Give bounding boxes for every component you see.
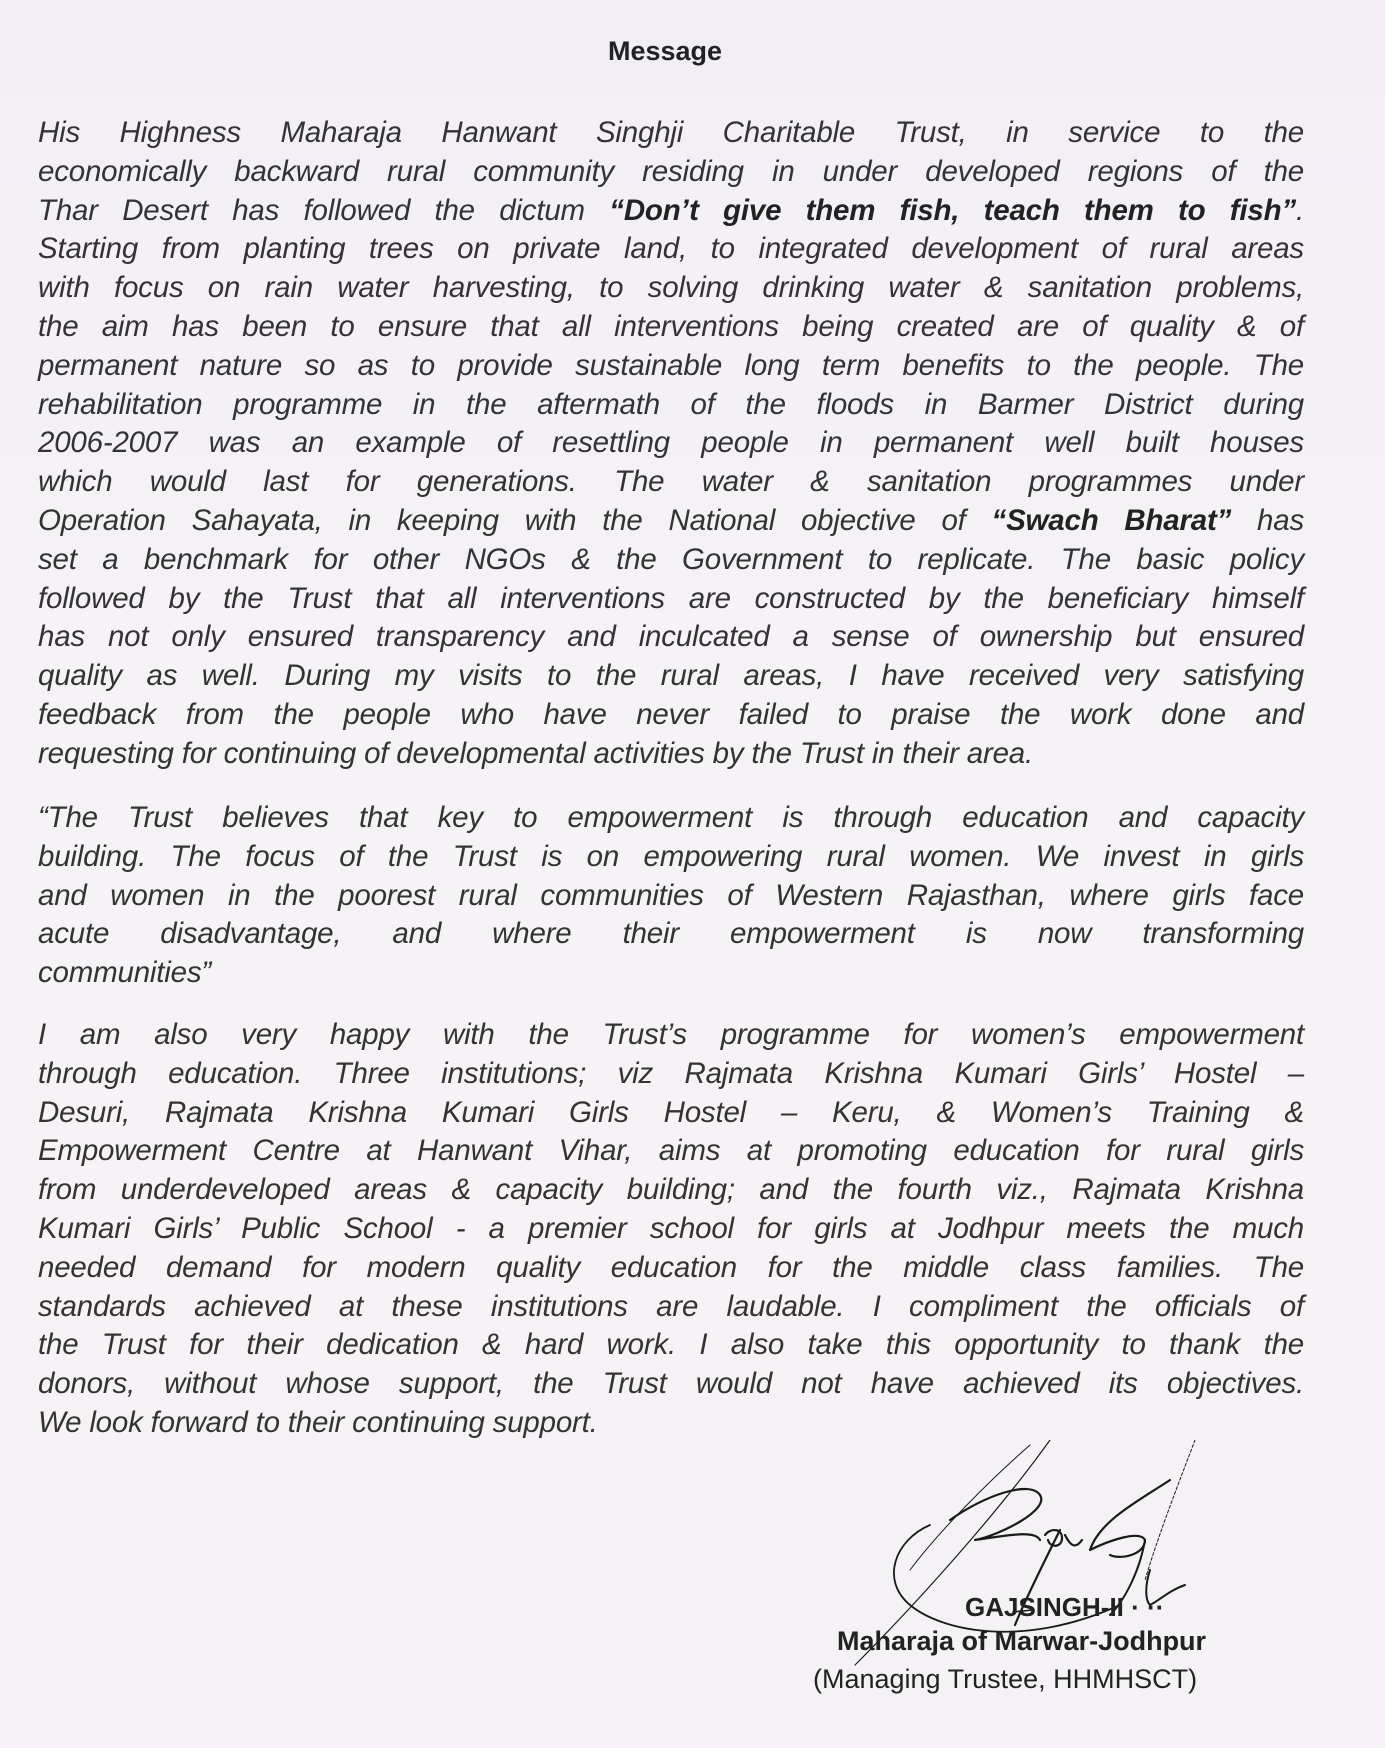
text-segment: through education. Three institutions; viz Rajmata Krishna Kumari Girls’ Hostel – xyxy=(38,1056,1304,1090)
text-segment: needed demand for modern quality education for the middle class families. The xyxy=(38,1250,1304,1284)
text-segment: “The Trust believes that key to empowerment is through education and capacity xyxy=(38,801,1304,834)
text-line xyxy=(38,1132,1304,1171)
text-line xyxy=(38,463,1304,502)
text-segment: His Highness Maharaja Hanwant Singhji Charitable Trust, in service to the xyxy=(38,116,1304,149)
text-segment: which would last for generations. The water & sanitation programmes under xyxy=(38,465,1304,499)
text-line xyxy=(38,735,1304,774)
text-line xyxy=(38,541,1304,580)
text-line xyxy=(38,1404,1304,1443)
text-line xyxy=(38,386,1304,425)
text-line xyxy=(38,1094,1304,1133)
text-line xyxy=(38,502,1304,541)
text-line xyxy=(38,799,1304,838)
text-segment: communities” xyxy=(38,956,212,990)
signatory-name: GAJSINGH-II · ·· xyxy=(965,1592,1165,1622)
text-line xyxy=(38,657,1304,696)
text-segment: with focus on rain water harvesting, to solving drinking water & sanitation problems, xyxy=(38,271,1304,305)
text-line xyxy=(38,192,1304,231)
text-line xyxy=(38,838,1304,877)
paragraph-3 xyxy=(38,1016,1304,1443)
text-segment: the aim has been to ensure that all interventions being created are of quality & of xyxy=(38,309,1304,343)
text-line xyxy=(38,954,1304,993)
text-segment: donors, without whose support, the Trust would not have achieved its objectives. xyxy=(38,1367,1304,1401)
text-line xyxy=(38,153,1304,192)
text-segment: I am also very happy with the Trust’s programme for women’s empowerment xyxy=(38,1018,1304,1051)
text-segment: and women in the poorest rural communities of Western Rajasthan, where girls face xyxy=(38,878,1304,912)
text-segment: the Trust for their dedication & hard work. I also take this opportunity to thank the xyxy=(38,1328,1304,1362)
text-segment: standards achieved at these institutions are laudable. I compliment the officials of xyxy=(38,1289,1304,1323)
text-segment: economically backward rural community residing in under developed regions of the xyxy=(38,154,1304,188)
text-line xyxy=(38,1016,1304,1055)
text-line xyxy=(38,347,1304,386)
emphasized-text: “Swach Bharat” xyxy=(991,503,1232,537)
text-segment: building. The focus of the Trust is on empowering rural women. We invest in girls xyxy=(38,839,1304,873)
text-segment: has xyxy=(1231,503,1304,537)
text-segment: Starting from planting trees on private land, to integrated development of rural areas xyxy=(38,232,1304,266)
text-segment: set a benchmark for other NGOs & the Government to replicate. The basic policy xyxy=(38,542,1304,576)
text-line xyxy=(38,1210,1304,1249)
text-line xyxy=(38,424,1304,463)
emphasized-text: “Don’t give them fish, teach them to fish” xyxy=(609,193,1296,227)
text-segment: Empowerment Centre at Hanwant Vihar, aims at promoting education for rural girls xyxy=(38,1134,1304,1168)
text-segment: 2006-2007 was an example of resettling people in permanent well built houses xyxy=(38,426,1304,460)
signatory-title: Maharaja of Marwar-Jodhpur xyxy=(837,1626,1207,1656)
text-line xyxy=(38,1326,1304,1365)
paragraph-1 xyxy=(38,114,1304,774)
text-segment: Thar Desert has followed the dictum xyxy=(38,193,610,227)
signatory-role: (Managing Trustee, HHMHSCT) xyxy=(813,1664,1198,1694)
signature-block xyxy=(800,1440,1360,1740)
text-segment: Kumari Girls’ Public School - a premier school for girls at Jodhpur meets the much xyxy=(38,1211,1304,1245)
text-line xyxy=(38,877,1304,916)
text-line xyxy=(38,1365,1304,1404)
text-segment: from underdeveloped areas & capacity building; and the fourth viz., Rajmata Krishna xyxy=(38,1173,1304,1207)
text-segment: permanent nature so as to provide sustainable long term benefits to the people. The xyxy=(38,348,1304,382)
text-line xyxy=(38,618,1304,657)
handwritten-signature xyxy=(800,1440,1360,1740)
text-line xyxy=(38,269,1304,308)
text-line xyxy=(38,580,1304,619)
text-segment: acute disadvantage, and where their empowerment is now transforming xyxy=(38,917,1304,951)
text-segment: feedback from the people who have never failed to praise the work done and xyxy=(38,697,1304,731)
text-line xyxy=(38,308,1304,347)
text-segment: . xyxy=(1296,193,1304,227)
text-segment: Operation Sahayata, in keeping with the National objective of xyxy=(38,503,992,537)
text-segment: has not only ensured transparency and inculcated a sense of ownership but ensured xyxy=(38,620,1304,654)
page-title: Message xyxy=(607,36,723,66)
text-line xyxy=(38,1171,1304,1210)
text-segment: quality as well. During my visits to the rural areas, I have received very satisfying xyxy=(38,659,1304,693)
text-segment: rehabilitation programme in the aftermath of the floods in Barmer District during xyxy=(38,387,1304,421)
text-line xyxy=(38,1055,1304,1094)
text-segment: followed by the Trust that all interventions are constructed by the beneficiary himself xyxy=(38,581,1304,615)
text-segment: requesting for continuing of developmental activities by the Trust in their area. xyxy=(38,736,1033,770)
paragraph-2 xyxy=(38,799,1304,993)
text-line xyxy=(38,915,1304,954)
text-line xyxy=(38,114,1304,153)
text-segment: We look forward to their continuing support. xyxy=(38,1405,598,1439)
text-line xyxy=(38,1288,1304,1327)
text-segment: Desuri, Rajmata Krishna Kumari Girls Hostel – Keru, & Women’s Training & xyxy=(38,1095,1304,1129)
text-line xyxy=(38,696,1304,735)
text-line xyxy=(38,1249,1304,1288)
text-line xyxy=(38,230,1304,269)
